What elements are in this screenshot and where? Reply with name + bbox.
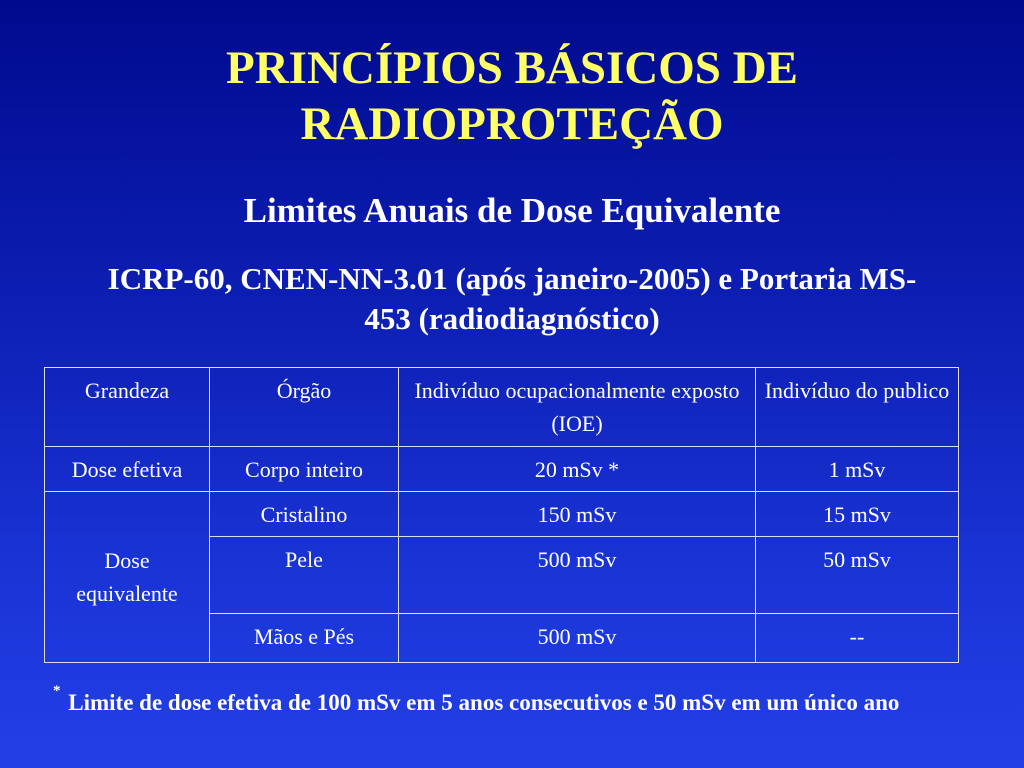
cell-orgao: Mãos e Pés [210, 614, 399, 663]
cell-grandeza: Dose efetiva [45, 447, 210, 492]
regulation-reference-line-2: 453 (radiodiagnóstico) [364, 301, 660, 336]
cell-publico: 1 mSv [756, 447, 959, 492]
cell-orgao: Cristalino [210, 492, 399, 537]
cell-orgao: Pele [210, 537, 399, 614]
cell-ioe: 500 mSv [399, 537, 756, 614]
slide-subtitle: Limites Anuais de Dose Equivalente [243, 191, 781, 230]
cell-orgao: Corpo inteiro [210, 447, 399, 492]
cell-publico: 15 mSv [756, 492, 959, 537]
slide-title [0, 40, 1024, 152]
header-publico: Indivíduo do publico [756, 368, 959, 447]
table-row [45, 447, 959, 492]
footnote-text: Limite de dose efetiva de 100 mSv em 5 anos consecutivos e 50 mSv em um único ano [68, 690, 900, 715]
table-row [45, 492, 959, 537]
regulation-reference [6, 259, 1018, 339]
regulation-reference-line-1: ICRP-60, CNEN-NN-3.01 (após janeiro-2005) e Portaria MS- [107, 261, 917, 296]
dose-limits-table [44, 367, 959, 663]
footnote-marker: * [53, 683, 61, 699]
cell-grandeza-merged: Dose equivalente [45, 492, 210, 663]
header-orgao: Órgão [210, 368, 399, 447]
slide-title-line-1: PRINCÍPIOS BÁSICOS DE [226, 42, 798, 94]
footnote [53, 683, 953, 719]
cell-publico: 50 mSv [756, 537, 959, 614]
cell-publico: -- [756, 614, 959, 663]
header-grandeza: Grandeza [45, 368, 210, 447]
cell-ioe: 150 mSv [399, 492, 756, 537]
slide-title-line-2: RADIOPROTEÇÃO [300, 98, 724, 150]
cell-ioe: 500 mSv [399, 614, 756, 663]
header-ioe: Indivíduo ocupacionalmente exposto (IOE) [399, 368, 756, 447]
cell-ioe: 20 mSv * [399, 447, 756, 492]
table-header-row [45, 368, 959, 447]
